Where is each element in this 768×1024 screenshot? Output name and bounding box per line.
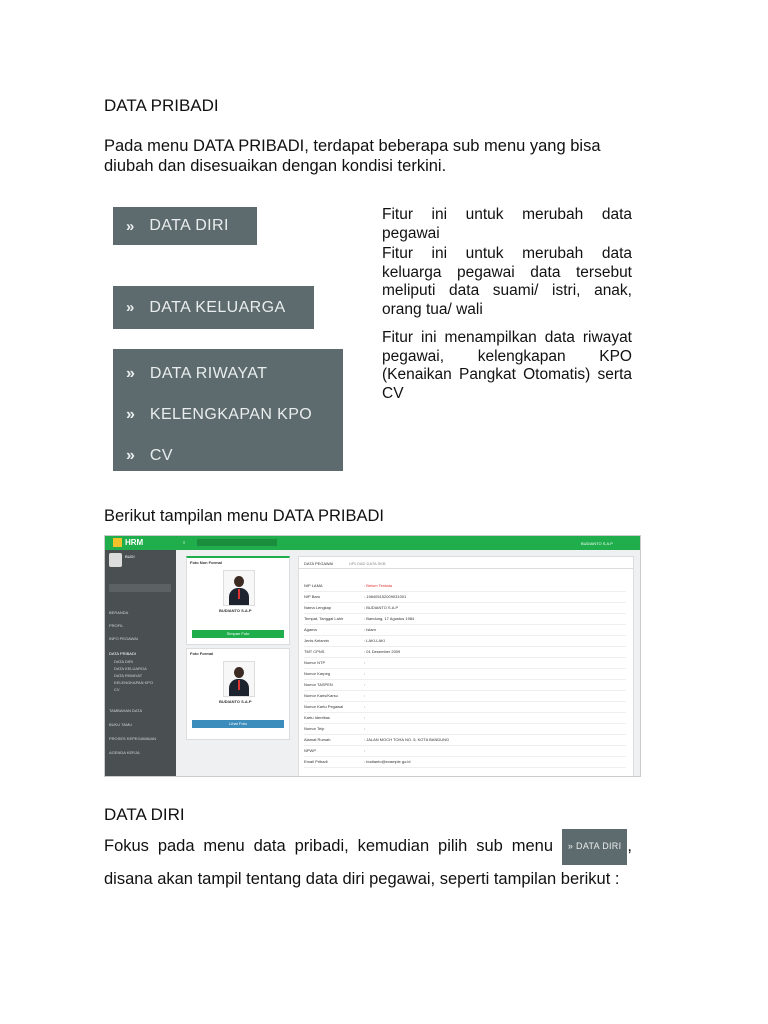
kelengkapan-kpo-button[interactable] — [113, 394, 343, 435]
sidebar-sub-kpo[interactable]: KELENGKAPAN KPO — [114, 680, 154, 685]
field-list — [304, 581, 626, 771]
data-riwayat-menu-group — [113, 349, 343, 471]
field-row — [304, 614, 626, 625]
person-photo — [223, 570, 255, 606]
data-pegawai-panel — [298, 556, 634, 777]
field-row — [304, 603, 626, 614]
hrm-screenshot — [104, 535, 641, 777]
field-row — [304, 636, 626, 647]
field-row — [304, 581, 626, 592]
field-label: Nomor Karis/Karsu — [304, 693, 338, 698]
intro-paragraph: Pada menu DATA PRIBADI, terdapat beberapa sub menu yang bisa diubah dan disesuaikan dengan kondisi terkini. — [104, 137, 601, 175]
desc-data-riwayat: Fitur ini menampilkan data riwayat pegawai, kelengkapan KPO (Kenaikan Pangkat Otomatis) serta CV — [382, 329, 632, 402]
field-row — [304, 691, 626, 702]
sidebar-item-data-pribadi[interactable]: DATA PRIBADI — [109, 651, 136, 656]
hrm-sidebar — [105, 550, 176, 776]
lihat-foto-button[interactable]: Lihat Foto — [192, 720, 284, 728]
card2-name: BUDIANTO S.A.P — [219, 699, 252, 704]
data-keluarga-label: DATA KELUARGA — [149, 298, 286, 316]
field-value[interactable]: : 01 Desember 2009 — [364, 649, 401, 654]
kelengkapan-kpo-label: KELENGKAPAN KPO — [149, 405, 313, 423]
desc-data-diri: Fitur ini untuk merubah data pegawai — [382, 206, 632, 242]
data-keluarga-button[interactable] — [113, 286, 314, 329]
hrm-main — [176, 550, 640, 776]
card1-name: BUDIANTO S.A.P — [219, 608, 252, 613]
field-value[interactable]: : — [364, 704, 366, 709]
field-value[interactable]: : — [364, 660, 366, 665]
field-label: NIP Baru — [304, 594, 321, 599]
field-value[interactable]: : JALAN MOCH TOHA NO. 5, KOTA BANDUNG — [364, 737, 450, 742]
field-value[interactable]: : LAKI-LAKI — [364, 638, 385, 643]
cv-label: CV — [149, 446, 173, 464]
field-label: Nomor Karpeg — [304, 671, 331, 676]
field-row — [304, 735, 626, 746]
sidebar-sub-data-riwayat[interactable]: DATA RIWAYAT — [114, 673, 143, 678]
field-value[interactable]: : 198405152009031001 — [364, 594, 407, 599]
double-chevron-icon: » — [126, 217, 132, 235]
field-value[interactable]: : — [364, 693, 366, 698]
sidebar-sub-data-diri[interactable]: DATA DIRI — [114, 659, 133, 664]
field-row — [304, 680, 626, 691]
sidebar-search[interactable] — [109, 584, 171, 592]
menu-toggle-icon[interactable]: ≡ — [183, 540, 186, 545]
section-title-data-diri: DATA DIRI — [104, 805, 185, 824]
tab-data-pegawai[interactable]: DATA PEGAWAI — [304, 561, 334, 566]
data-diri-button[interactable] — [113, 207, 257, 245]
double-chevron-icon: » — [126, 299, 132, 316]
section-title-data-pribadi: DATA PRIBADI — [104, 96, 219, 115]
field-row — [304, 757, 626, 768]
card1-title: Foto Non Formal — [190, 560, 222, 565]
berikut-text: Berikut tampilan menu DATA PRIBADI — [104, 507, 384, 525]
field-value[interactable]: : BUDIANTO S.A.P — [364, 605, 399, 610]
photo-card-nonformal — [186, 556, 290, 645]
sidebar-item-buku-tamu[interactable]: BUKU TAMU — [109, 722, 133, 727]
field-label: Agama — [304, 627, 317, 632]
photo-card-formal — [186, 648, 290, 740]
field-label: NIP LAMA — [304, 583, 323, 588]
avatar — [109, 553, 122, 567]
simpan-foto-button[interactable]: Simpan Foto — [192, 630, 284, 638]
double-chevron-icon: » — [126, 405, 132, 423]
field-value[interactable]: : — [364, 682, 366, 687]
cv-button[interactable] — [113, 435, 343, 476]
field-label: Email Pribadi — [304, 759, 328, 764]
field-value[interactable]: : Belum Terdata — [364, 583, 392, 588]
field-row — [304, 669, 626, 680]
tab-upload-skb[interactable]: UPLOAD DATA SKB — [349, 561, 386, 566]
field-label: Alamat Rumah — [304, 737, 331, 742]
person-photo — [223, 661, 255, 697]
field-label: Nama Lengkap — [304, 605, 332, 610]
field-value[interactable]: : — [364, 671, 366, 676]
sidebar-item-agenda[interactable]: AGENDA KERJA — [109, 750, 140, 755]
double-chevron-icon: » — [126, 446, 132, 464]
field-label: Nomor NTP — [304, 660, 326, 665]
sidebar-item-proses[interactable]: PROSES KEPEGAWAIAN — [109, 736, 157, 741]
double-chevron-icon: » — [126, 364, 132, 382]
field-row — [304, 592, 626, 603]
field-row — [304, 713, 626, 724]
field-label: Jenis Kelamin — [304, 638, 329, 643]
field-label: Nomor Kartu Pegawai — [304, 704, 344, 709]
sidebar-item-beranda[interactable]: BERANDA — [109, 610, 129, 615]
sidebar-item-tambahan[interactable]: TAMBAHAN DATA — [109, 708, 143, 713]
field-label: Kartu Identitas — [304, 715, 330, 720]
field-row — [304, 746, 626, 757]
field-value[interactable]: : — [364, 748, 366, 753]
sidebar-user: BUDI — [125, 554, 135, 559]
field-label: Tempat, Tanggal Lahir — [304, 616, 344, 621]
field-row — [304, 724, 626, 735]
data-riwayat-label: DATA RIWAYAT — [149, 364, 268, 382]
sidebar-sub-data-keluarga[interactable]: DATA KELUARGA — [114, 666, 147, 671]
field-value[interactable]: : Islam — [364, 627, 376, 632]
hrm-logo: HRM — [125, 538, 144, 547]
date-bar — [197, 539, 277, 546]
sidebar-item-info[interactable]: INFO PEGAWAI — [109, 636, 139, 641]
field-row — [304, 647, 626, 658]
sidebar-item-profil[interactable]: PROFIL — [109, 623, 124, 628]
topbar-user[interactable]: BUDIANTO S.A.P — [581, 541, 613, 546]
paragraph-text-before: Fokus pada menu data pribadi, kemudian pilih sub menu — [104, 837, 554, 855]
field-label: Nomor TASPEN — [304, 682, 333, 687]
field-value[interactable]: : — [364, 715, 366, 720]
field-label: NPWP — [304, 748, 316, 753]
desc-data-keluarga: Fitur ini untuk merubah data keluarga pegawai data tersebut meliputi data suami/ istri, anak, orang tua/ wali — [382, 245, 632, 318]
field-row — [304, 625, 626, 636]
data-riwayat-button[interactable] — [113, 353, 343, 394]
hrm-topbar — [105, 536, 640, 550]
inline-data-diri-button: » DATA DIRI — [562, 829, 627, 865]
field-value[interactable]: : budianto@example.go.id — [364, 759, 411, 764]
data-diri-label: DATA DIRI — [149, 217, 229, 234]
data-diri-paragraph — [104, 829, 632, 894]
field-label: TMT CPNS — [304, 649, 325, 654]
paragraph-text-after: , disana akan tampil tentang data diri pegawai, seperti tampilan berikut : — [104, 837, 632, 888]
field-row — [304, 702, 626, 713]
hrm-logo-icon — [113, 538, 122, 547]
card2-title: Foto Formal — [190, 651, 214, 656]
field-value[interactable]: : — [364, 726, 366, 731]
field-row — [304, 658, 626, 669]
field-value[interactable]: : Bandung, 17 Agustus 1984 — [364, 616, 415, 621]
sidebar-sub-cv[interactable]: CV — [114, 687, 120, 692]
field-label: Nomor Telp — [304, 726, 325, 731]
